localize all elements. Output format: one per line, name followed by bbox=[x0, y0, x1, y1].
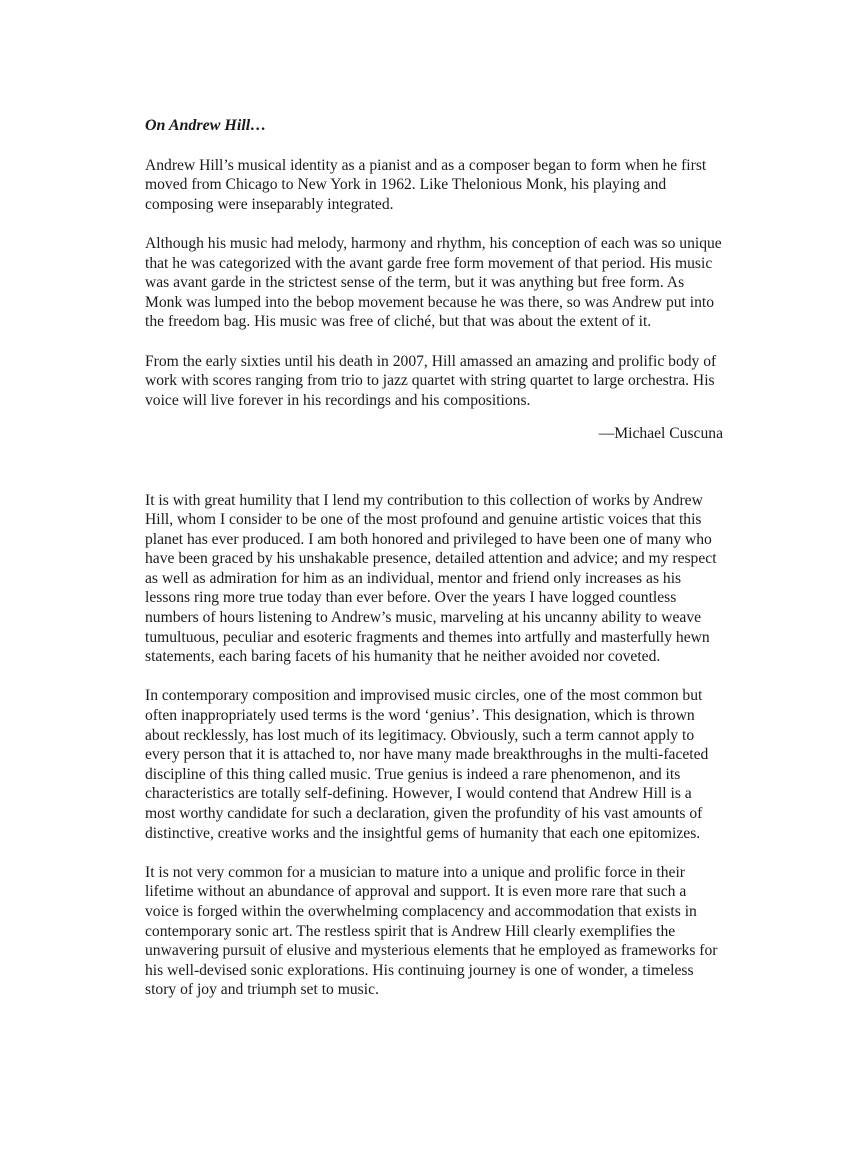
paragraph: From the early sixties until his death in 2007, Hill amassed an amazing and prolific body of work with scores ranging from trio to jazz quartet with string quartet to large orchestra. His voice will live forever in his recordings and his compositions. bbox=[145, 352, 717, 409]
paragraph: It is with great humility that I lend my contribution to this collection of works by Andrew Hill, whom I consider to be one of the most profound and genuine artistic voices that this planet has ever produced. I am both honored and privileged to have been one of many who have been graced by his unshakable presence, detailed attention and advice; and my respect as well as admiration for him as an individual, mentor and friend only increases as his lessons ring more true today than ever before. Over the years I have logged countless numbers of hours listening to Andrew’s music, marveling at his uncanny ability to weave tumultuous, peculiar and esoteric fragments and themes into artfully and masterfully hewn statements, each baring facets of his humanity that he neither avoided nor coveted. bbox=[145, 491, 717, 666]
paragraph: In contemporary composition and improvised music circles, one of the most common but often inappropriately used terms is the word ‘genius’. This designation, which is thrown about recklessly, has lost much of its legitimacy. Obviously, such a term cannot apply to every person that it is attached to, nor have many made breakthroughs in the multi-faceted discipline of this thing called music. True genius is indeed a rare phenomenon, and its characteristics are totally self-defining. However, I would contend that Andrew Hill is a most worthy candidate for such a declaration, given the profundity of his vast amounts of distinctive, creative works and the insightful gems of humanity that each one epitomizes. bbox=[145, 687, 709, 842]
paragraph: Although his music had melody, harmony and rhythm, his conception of each was so unique that he was categorized with the avant garde free form movement of that period. His music was avant garde in the strictest sense of the term, but it was anything but free form. As Monk was lumped into the bebop movement because he was there, so was Andrew put into the freedom bag. His music was free of cliché, but that was about the extent of it. bbox=[145, 234, 722, 331]
document-body bbox=[145, 116, 723, 1020]
page-title: On Andrew Hill… bbox=[145, 117, 267, 134]
author-signature: —Michael Cuscuna bbox=[598, 424, 723, 442]
section-divider-space bbox=[145, 444, 723, 491]
paragraph: Andrew Hill’s musical identity as a pianist and as a composer began to form when he first moved from Chicago to New York in 1962. Like Thelonious Monk, his playing and composing were inseparably integrated. bbox=[145, 156, 707, 213]
paragraph: It is not very common for a musician to mature into a unique and prolific force in their lifetime without an abundance of approval and support. It is even more rare that such a voice is forged within the overwhelming complacency and accommodation that exists in contemporary sonic art. The restless spirit that is Andrew Hill clearly exemplifies the unwavering pursuit of elusive and mysterious elements that he employed as frameworks for his well-devised sonic explorations. His continuing journey is one of wonder, a timeless story of joy and triumph set to music. bbox=[145, 863, 718, 999]
